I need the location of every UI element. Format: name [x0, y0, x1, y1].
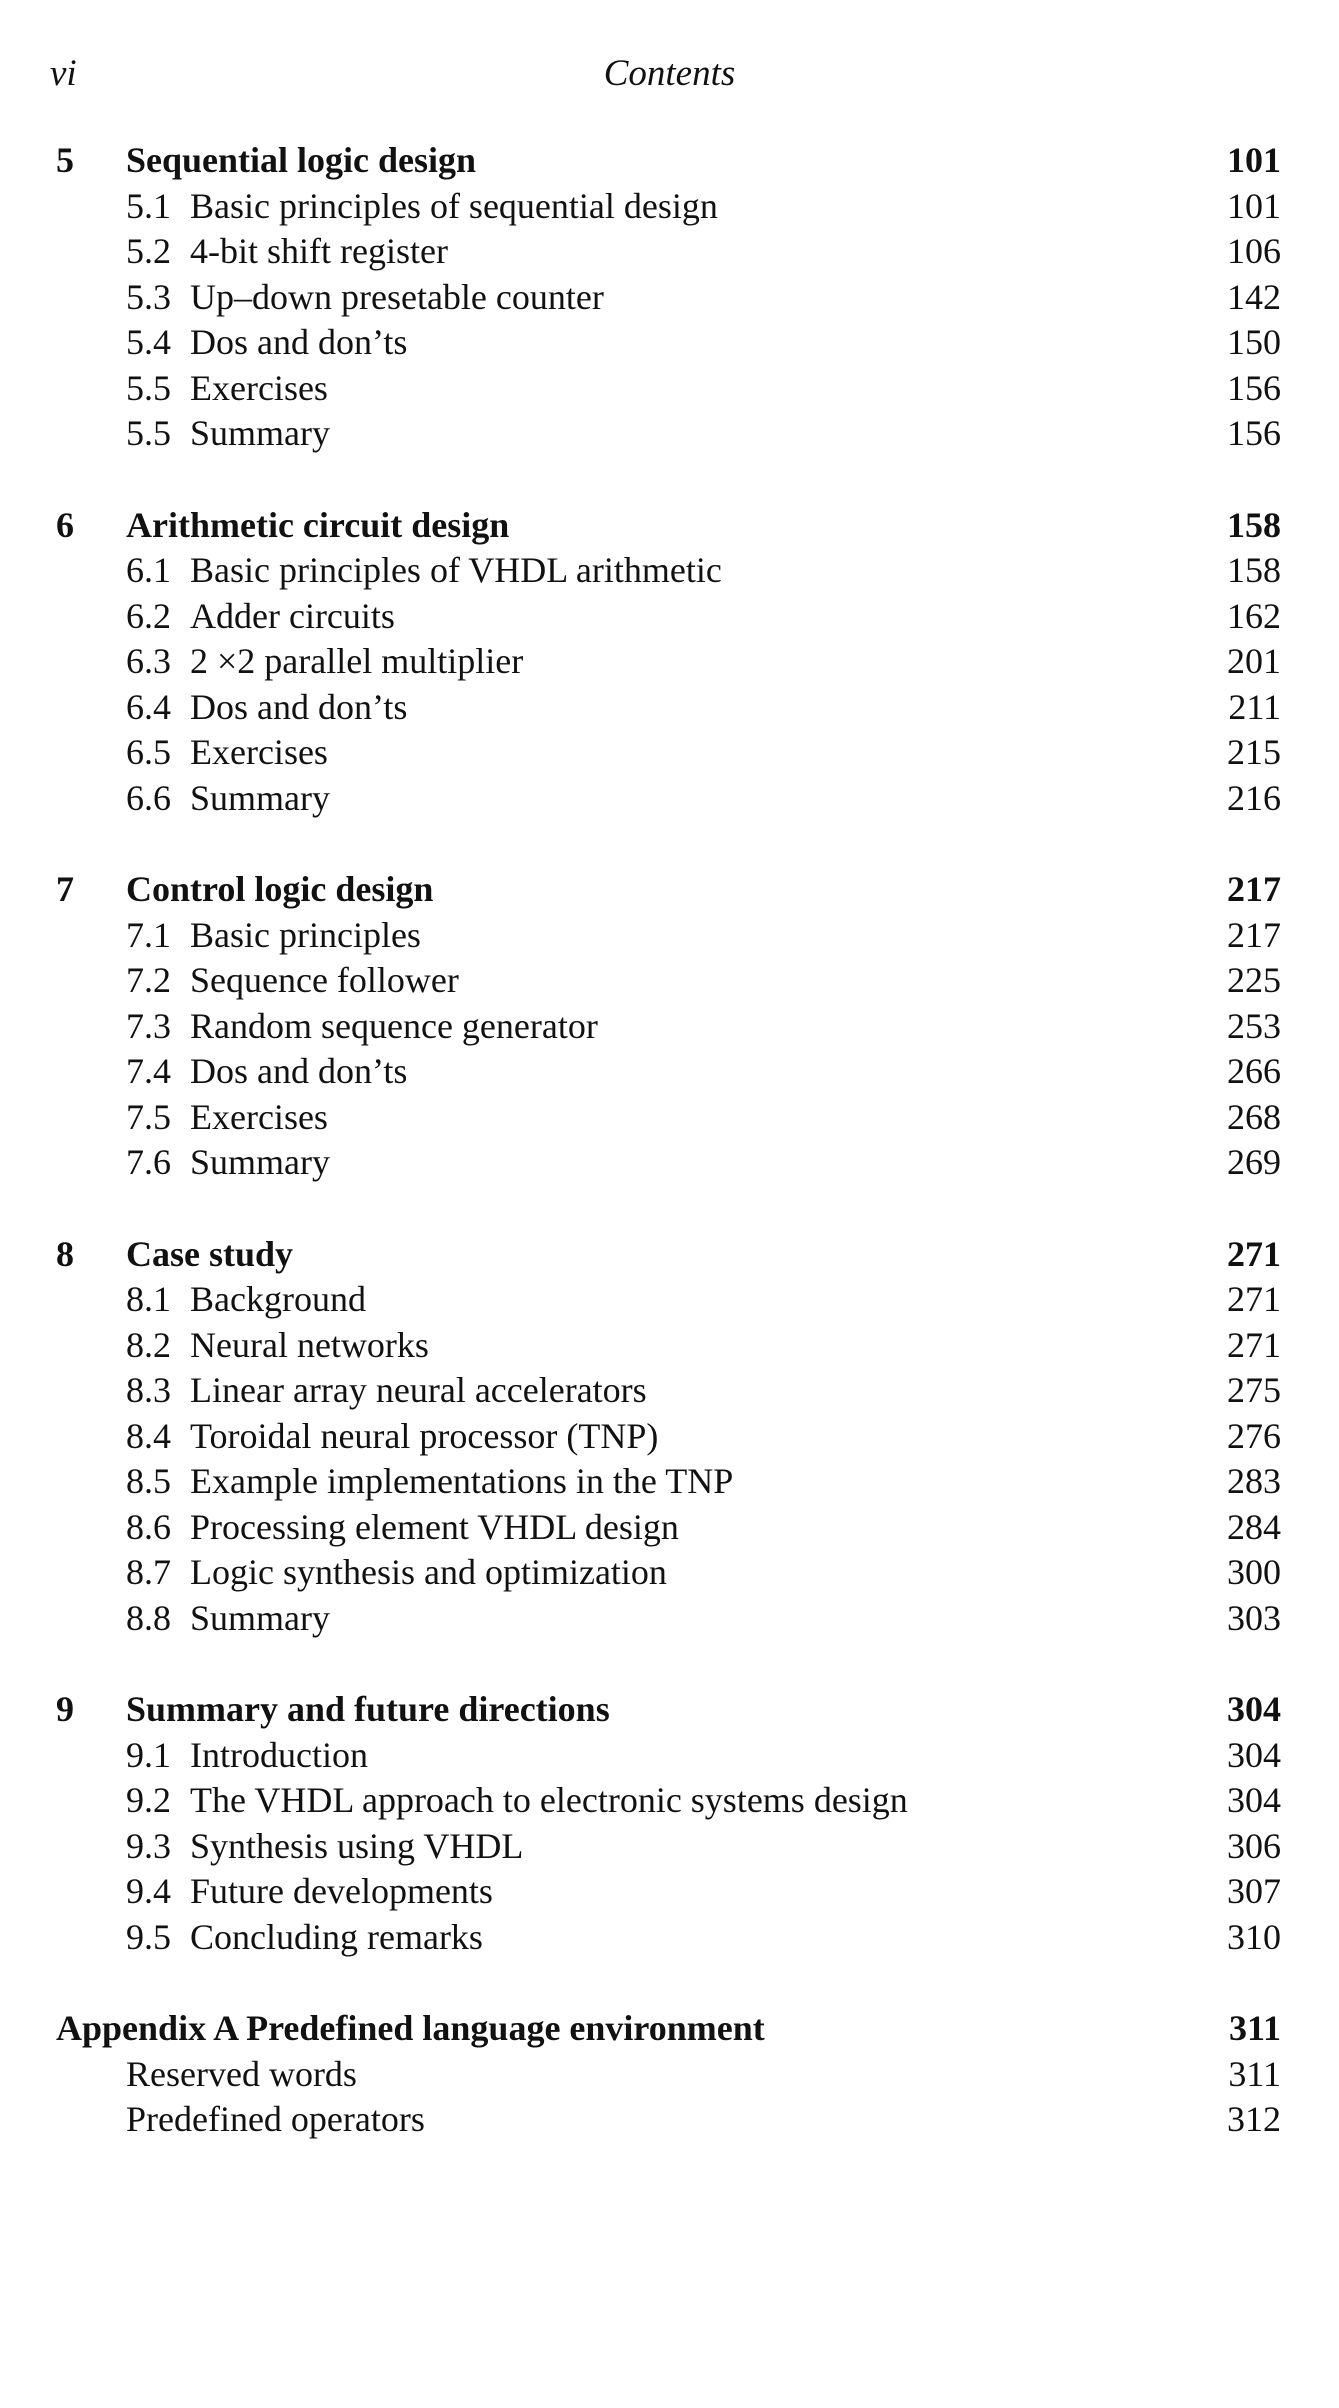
- section-entry: [0, 1368, 1339, 1414]
- chapter-page: 271: [1227, 1233, 1281, 1274]
- section-title: Synthesis using VHDL: [190, 1825, 524, 1866]
- section-entry: [0, 594, 1339, 640]
- appendix-entry-page: 311: [1228, 2053, 1281, 2094]
- section-entry: [0, 1915, 1339, 1961]
- section-entry: [0, 366, 1339, 412]
- section-title: Introduction: [190, 1734, 368, 1775]
- section-title: Summary: [190, 1142, 330, 1182]
- section-number: 8.6: [126, 1506, 171, 1547]
- chapter-page: 158: [1227, 504, 1281, 545]
- section-page: 156: [1227, 367, 1281, 408]
- section-page: 215: [1227, 732, 1281, 772]
- section-page: 201: [1227, 641, 1281, 681]
- section-entry: [0, 776, 1339, 822]
- section-entry: [0, 411, 1339, 457]
- section-title: Future developments: [190, 1871, 493, 1911]
- section-entry: [0, 1049, 1339, 1095]
- section-number: 9.1: [126, 1734, 171, 1775]
- section-title: Logic synthesis and optimization: [190, 1552, 667, 1592]
- section-title: Dos and don’ts: [190, 322, 408, 362]
- section-number: 5.1: [126, 185, 171, 226]
- section-entry: [0, 1095, 1339, 1141]
- section-title: Dos and don’ts: [190, 686, 408, 727]
- chapter-title: Summary and future directions: [126, 1689, 610, 1729]
- section-page: 211: [1228, 686, 1281, 727]
- section-page: 156: [1227, 413, 1281, 453]
- section-entry: [0, 320, 1339, 366]
- section-entry: [0, 275, 1339, 321]
- section-number: 7.3: [126, 1005, 171, 1046]
- section-entry: [0, 1140, 1339, 1186]
- chapter-page: 304: [1227, 1689, 1281, 1729]
- section-number: 7.1: [126, 914, 171, 955]
- section-entry: [0, 1004, 1339, 1050]
- section-page: 276: [1227, 1415, 1281, 1456]
- appendix-block: [0, 2006, 1339, 2143]
- section-entry: [0, 1414, 1339, 1460]
- section-number: 6.1: [126, 550, 171, 590]
- chapter-title: Case study: [126, 1233, 294, 1274]
- chapter-page: 101: [1227, 140, 1281, 180]
- section-number: 9.5: [126, 1916, 171, 1957]
- section-page: 162: [1227, 595, 1281, 636]
- section-title: Summary: [190, 1597, 330, 1638]
- section-number: 8.2: [126, 1324, 171, 1365]
- chapter-block: [0, 1687, 1339, 1960]
- section-entry: [0, 1778, 1339, 1824]
- appendix-entry: [0, 2097, 1339, 2143]
- appendix-entry-title: Reserved words: [126, 2053, 357, 2094]
- chapter-block: [0, 1232, 1339, 1642]
- running-title: Contents: [603, 53, 736, 94]
- chapter-block: [0, 867, 1339, 1186]
- section-page: 101: [1227, 185, 1281, 226]
- appendix-entry-title: Predefined operators: [126, 2099, 425, 2139]
- section-title: Basic principles of VHDL arithmetic: [190, 550, 722, 590]
- section-number: 9.2: [126, 1780, 171, 1820]
- section-number: 6.5: [126, 732, 171, 772]
- section-page: 158: [1227, 550, 1281, 590]
- appendix-entry-page: 312: [1227, 2099, 1281, 2139]
- page-folio: vi: [50, 53, 77, 94]
- chapter-number: 6: [56, 504, 74, 545]
- chapter-title: Control logic design: [126, 869, 434, 909]
- table-of-contents: [0, 138, 1339, 2189]
- section-page: 283: [1227, 1461, 1281, 1501]
- section-page: 142: [1227, 276, 1281, 317]
- section-page: 300: [1227, 1552, 1281, 1592]
- chapter-number: 7: [56, 869, 74, 909]
- section-page: 253: [1227, 1005, 1281, 1046]
- section-number: 5.2: [126, 231, 171, 271]
- section-page: 268: [1227, 1096, 1281, 1137]
- chapter-title: Sequential logic design: [126, 140, 477, 180]
- section-entry: [0, 1550, 1339, 1596]
- section-title: Exercises: [190, 732, 328, 772]
- section-entry: [0, 639, 1339, 685]
- section-title: Basic principles of sequential design: [190, 185, 718, 226]
- section-entry: [0, 548, 1339, 594]
- section-title: 2 ×2 parallel multiplier: [190, 641, 524, 681]
- section-entry: [0, 685, 1339, 731]
- section-page: 271: [1227, 1324, 1281, 1365]
- section-entry: [0, 1277, 1339, 1323]
- section-page: 266: [1227, 1051, 1281, 1091]
- chapter-block: [0, 138, 1339, 457]
- section-entry: [0, 1824, 1339, 1870]
- section-number: 5.3: [126, 276, 171, 317]
- section-title: Toroidal neural processor (TNP): [190, 1415, 659, 1456]
- section-title: 4-bit shift register: [190, 231, 448, 271]
- section-page: 306: [1227, 1825, 1281, 1866]
- chapter-heading: [0, 503, 1339, 549]
- section-number: 6.3: [126, 641, 171, 681]
- section-number: 7.6: [126, 1142, 171, 1182]
- section-entry: [0, 184, 1339, 230]
- page-header: [0, 52, 1339, 102]
- chapter-block: [0, 503, 1339, 822]
- chapter-heading: [0, 1687, 1339, 1733]
- section-number: 6.4: [126, 686, 171, 727]
- appendix-heading: [0, 2006, 1339, 2052]
- section-number: 8.1: [126, 1279, 171, 1319]
- section-title: Summary: [190, 413, 330, 453]
- section-number: 5.4: [126, 322, 171, 362]
- section-page: 271: [1227, 1279, 1281, 1319]
- section-page: 303: [1227, 1597, 1281, 1638]
- section-page: 106: [1227, 231, 1281, 271]
- chapter-title: Arithmetic circuit design: [126, 504, 510, 545]
- appendix-page: 311: [1228, 2008, 1281, 2048]
- section-number: 8.3: [126, 1370, 171, 1410]
- chapter-number: 5: [56, 140, 74, 180]
- section-title: Concluding remarks: [190, 1916, 483, 1957]
- section-title: Exercises: [190, 367, 328, 408]
- section-entry: [0, 1596, 1339, 1642]
- section-page: 269: [1227, 1142, 1281, 1182]
- section-entry: [0, 913, 1339, 959]
- appendix-entry: [0, 2052, 1339, 2098]
- section-number: 6.6: [126, 777, 171, 818]
- section-title: Summary: [190, 777, 330, 818]
- section-number: 7.5: [126, 1096, 171, 1137]
- section-number: 8.4: [126, 1415, 171, 1456]
- section-entry: [0, 1869, 1339, 1915]
- section-number: 8.5: [126, 1461, 171, 1501]
- section-title: Background: [190, 1279, 366, 1319]
- section-page: 284: [1227, 1506, 1281, 1547]
- section-title: Random sequence generator: [190, 1005, 598, 1046]
- section-page: 150: [1227, 322, 1281, 362]
- section-page: 304: [1227, 1734, 1281, 1775]
- section-title: Basic principles: [190, 914, 421, 955]
- chapter-heading: [0, 867, 1339, 913]
- section-title: Sequence follower: [190, 960, 459, 1000]
- section-title: Processing element VHDL design: [190, 1506, 679, 1547]
- section-number: 9.4: [126, 1871, 171, 1911]
- section-page: 225: [1227, 960, 1281, 1000]
- section-title: Neural networks: [190, 1324, 429, 1365]
- appendix-title: Appendix A Predefined language environment: [56, 2008, 765, 2048]
- chapter-page: 217: [1227, 869, 1281, 909]
- section-title: Linear array neural accelerators: [190, 1370, 647, 1410]
- section-entry: [0, 730, 1339, 776]
- section-title: Exercises: [190, 1096, 328, 1137]
- section-page: 217: [1227, 914, 1281, 955]
- section-page: 307: [1227, 1871, 1281, 1911]
- section-number: 8.7: [126, 1552, 171, 1592]
- section-page: 304: [1227, 1780, 1281, 1820]
- section-number: 8.8: [126, 1597, 171, 1638]
- section-entry: [0, 1733, 1339, 1779]
- chapter-number: 9: [56, 1689, 74, 1729]
- section-number: 9.3: [126, 1825, 171, 1866]
- section-number: 7.4: [126, 1051, 171, 1091]
- section-entry: [0, 958, 1339, 1004]
- section-entry: [0, 1459, 1339, 1505]
- chapter-number: 8: [56, 1233, 74, 1274]
- chapter-heading: [0, 138, 1339, 184]
- section-entry: [0, 229, 1339, 275]
- section-number: 7.2: [126, 960, 171, 1000]
- chapter-heading: [0, 1232, 1339, 1278]
- section-number: 6.2: [126, 595, 171, 636]
- section-number: 5.5: [126, 413, 171, 453]
- section-title: Up–down presetable counter: [190, 276, 604, 317]
- section-number: 5.5: [126, 367, 171, 408]
- section-title: Dos and don’ts: [190, 1051, 408, 1091]
- section-page: 310: [1227, 1916, 1281, 1957]
- section-title: Example implementations in the TNP: [190, 1461, 734, 1501]
- section-entry: [0, 1505, 1339, 1551]
- section-page: 275: [1227, 1370, 1281, 1410]
- section-page: 216: [1227, 777, 1281, 818]
- section-title: Adder circuits: [190, 595, 395, 636]
- section-title: The VHDL approach to electronic systems design: [190, 1780, 908, 1820]
- section-entry: [0, 1323, 1339, 1369]
